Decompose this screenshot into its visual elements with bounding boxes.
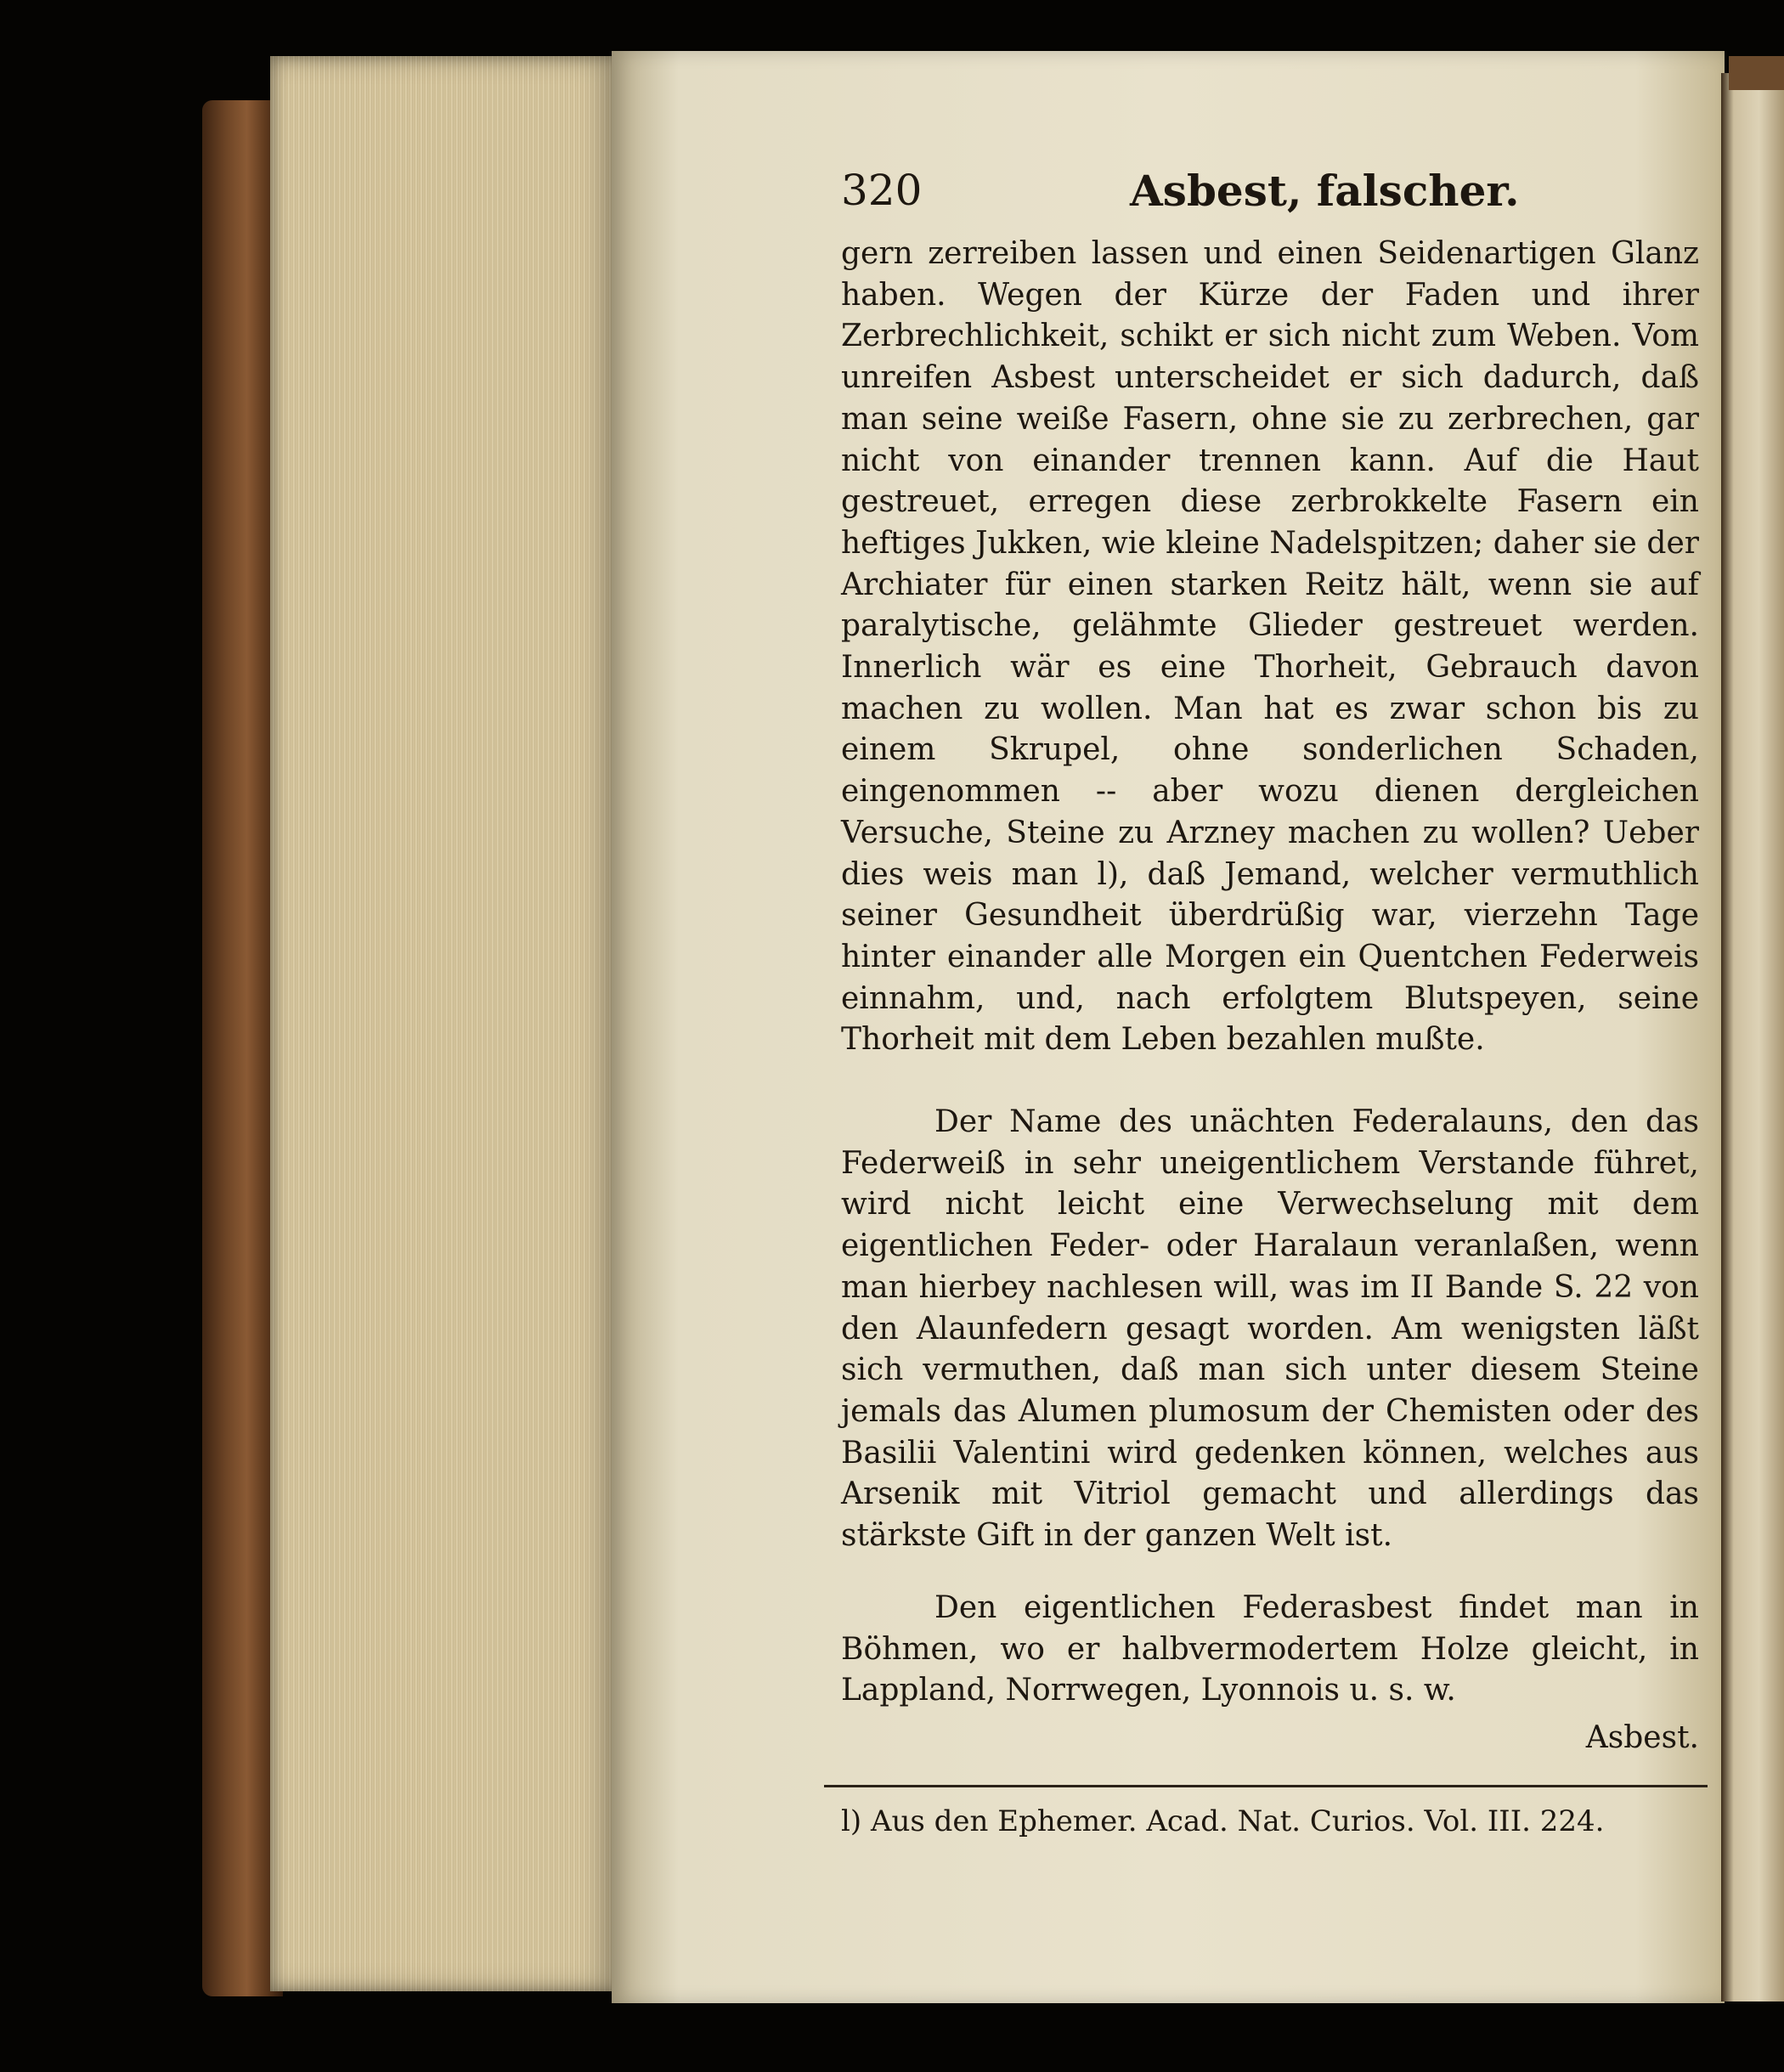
facing-page-edge bbox=[1721, 73, 1784, 2001]
paragraph-2: Der Name des unächten Federalauns, den das Federweiß in sehr uneigentlichem Verstande führet, wird nicht leicht eine Verwechselung mit dem eigentlichen Feder- oder Haralaun veranlaßen, wenn man hierbey nachlesen will, was im II Bande S. 22 von den Alaunfedern gesagt worden. Am wenigsten läßt sich vermuthen, daß man sich unter diesem Steine jemals das Alumen plumosum der Chemisten oder des Basilii Valentini wird gedenken können, welches aus Arsenik mit Vitriol gemacht und allerdings das stärkste Gift in der ganzen Welt ist. bbox=[841, 1104, 1699, 1554]
page-edges bbox=[270, 56, 620, 1991]
book-cover-corner bbox=[1729, 56, 1784, 90]
footnote: l) Aus den Ephemer. Acad. Nat. Curios. Vol. III. 224. bbox=[841, 1804, 1605, 1838]
paragraph-3: Den eigentlichen Federasbest findet man in Böhmen, wo er halbvermodertem Holze gleicht, in Lappland, Norrwegen, Lyonnois u. s. w. bbox=[841, 1589, 1699, 1708]
paragraph-1: gern zerreiben lassen und einen Seidenartigen Glanz haben. Wegen der Kürze der Faden und ihrer Zerbrechlichkeit, schikt er sich nicht zum Weben. Vom unreifen Asbest unterscheidet er sich dadurch, daß man seine weiße Fasern, ohne sie zu zerbrechen, gar nicht von einander trennen kann. Auf die Haut gestreuet, erregen diese zerbrokkelte Fasern ein heftiges Jukken, wie kleine Nadelspitzen; daher sie der Archiater für einen starken Reitz hält, wenn sie auf paralytische, gelähmte Glieder gestreuet werden. Innerlich wär es eine Thorheit, Gebrauch davon machen zu wollen. Man hat es zwar schon bis zu einem Skrupel, ohne sonderlichen Schaden, eingenommen -- aber wozu dienen dergleichen Versuche, Steine zu Arzney machen zu wollen? Ueber dies weis man l), daß Jemand, welcher vermuthlich seiner Gesundheit überdrüßig war, vierzehn Tage hinter einander alle Morgen ein Quentchen Federweis einnahm, und, nach erfolgtem Blutspeyen, seine Thorheit mit dem Leben bezahlen mußte. bbox=[841, 236, 1699, 1058]
running-head: Asbest, falscher. bbox=[1130, 166, 1520, 216]
page-text-block bbox=[841, 166, 1699, 1840]
catchword: Asbest. bbox=[1585, 1719, 1699, 1755]
page-header bbox=[841, 166, 1699, 234]
footnote-rule bbox=[824, 1785, 1708, 1787]
page-number: 320 bbox=[841, 166, 923, 215]
